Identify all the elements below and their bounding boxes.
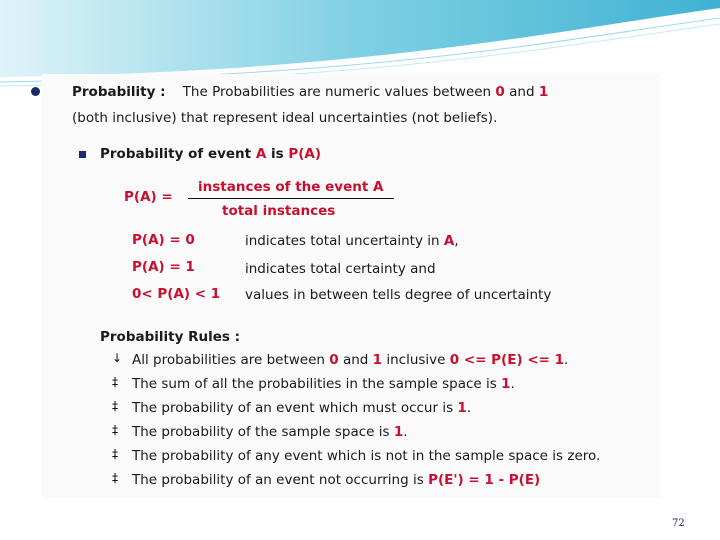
- rule-2-one: 1: [501, 376, 511, 392]
- rule-1-text-b: and: [338, 352, 373, 368]
- fraction-bar: [188, 198, 394, 199]
- rule-6-text: The probability of an event not occurring is: [132, 472, 429, 488]
- rule-1-one: 1: [372, 352, 383, 368]
- rule-3-marker: ‡: [112, 399, 118, 413]
- case-3-condition: 0< P(A) < 1: [132, 286, 221, 302]
- page-number: 72: [672, 518, 685, 529]
- event-line: [100, 146, 321, 162]
- rule-6: [132, 472, 540, 488]
- rule-1-text-c: inclusive: [382, 352, 450, 368]
- bullet-dot: [31, 87, 40, 96]
- rule-2-text: The sum of all the probabilities in the sample space is: [132, 376, 502, 392]
- rule-4-end: .: [403, 424, 408, 440]
- case-1-condition: P(A) = 0: [132, 232, 195, 248]
- heading-one: 1: [538, 84, 549, 100]
- case-2-condition: P(A) = 1: [132, 259, 195, 275]
- case-1-desc-var: A: [443, 233, 455, 249]
- formula-numerator: instances of the event A: [198, 179, 384, 195]
- heading-text: The Probabilities are numeric values between: [182, 84, 492, 100]
- rule-1: [132, 352, 568, 368]
- heading-line-1: [72, 84, 548, 100]
- rule-3-one: 1: [457, 400, 467, 416]
- rule-5-marker: ‡: [112, 447, 118, 461]
- rule-1-marker: ↓: [112, 351, 123, 365]
- case-1-desc-end: ,: [454, 233, 459, 249]
- rule-5-text: The probability of any event which is not in the sample space is zero.: [132, 448, 601, 464]
- heading-line-2: (both inclusive) that represent ideal uncertainties (not beliefs).: [72, 110, 498, 126]
- event-mid: is: [270, 146, 284, 162]
- rule-1-text-a: All probabilities are between: [132, 352, 330, 368]
- case-1-desc-text: indicates total uncertainty in: [245, 233, 440, 249]
- rule-4-text: The probability of the sample space is: [132, 424, 394, 440]
- rule-2-end: .: [510, 376, 515, 392]
- rule-1-zero: 0: [329, 352, 339, 368]
- rule-4-marker: ‡: [112, 423, 118, 437]
- formula-lhs: P(A) =: [124, 189, 173, 205]
- formula-denominator: total instances: [222, 203, 336, 219]
- event-var: A: [255, 146, 267, 162]
- heading-zero: 0: [495, 84, 505, 100]
- rule-1-formula: 0 <= P(E) <= 1: [449, 352, 565, 368]
- rule-3: [132, 400, 471, 416]
- rule-4-one: 1: [393, 424, 404, 440]
- rule-3-end: .: [466, 400, 472, 416]
- rules-title: Probability Rules :: [100, 329, 241, 345]
- heading-label: Probability :: [72, 84, 166, 100]
- rule-6-formula: P(E') = 1 - P(E): [428, 472, 541, 488]
- event-prefix: Probability of event: [100, 146, 252, 162]
- bullet-square: [79, 151, 86, 158]
- rule-3-text: The probability of an event which must occur is: [132, 400, 458, 416]
- rule-5: [132, 448, 600, 464]
- rule-1-end: .: [564, 352, 569, 368]
- rule-2-marker: ‡: [112, 375, 118, 389]
- rule-4: [132, 424, 408, 440]
- heading-and: and: [509, 84, 535, 100]
- case-3-description: values in between tells degree of uncertainty: [245, 287, 552, 303]
- case-1-description: [245, 233, 459, 249]
- rule-6-marker: ‡: [112, 471, 118, 485]
- event-notation: P(A): [288, 146, 322, 162]
- case-2-description: indicates total certainty and: [245, 261, 436, 277]
- rule-2: [132, 376, 515, 392]
